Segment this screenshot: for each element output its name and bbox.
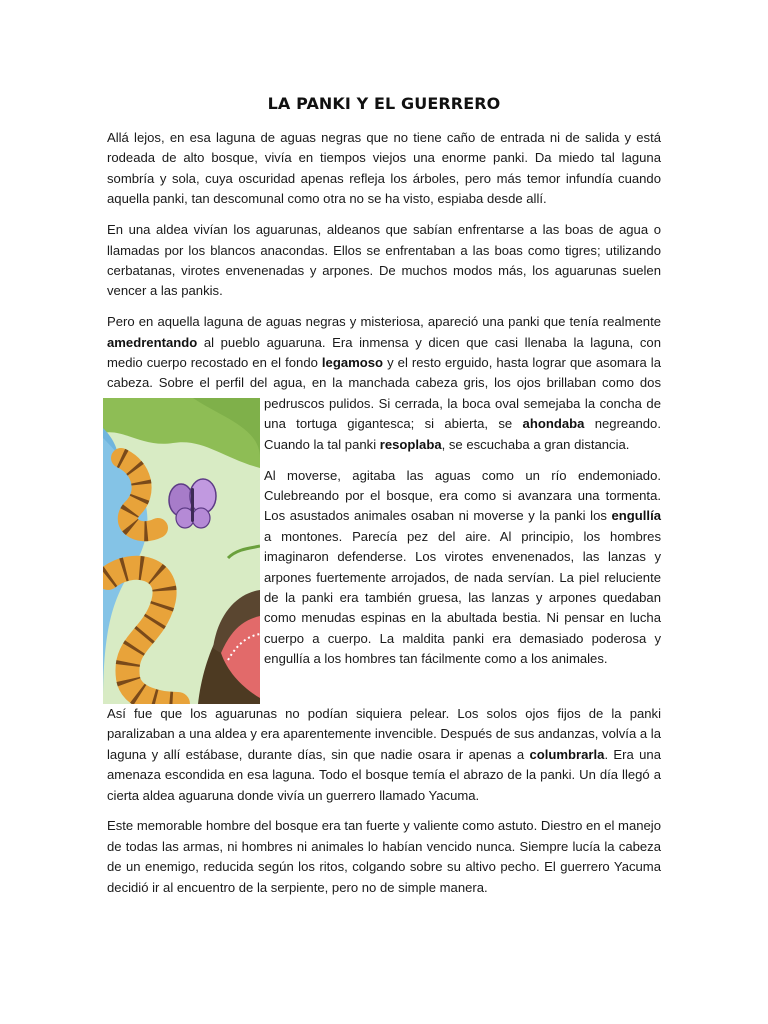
text-run-pre-figure: y el resto erguido, hasta lograr que asomara la cabeza. Sobre el perfil del agua, en la manchada cabeza gris, los ojos (107, 355, 661, 391)
text-run: brillaban como dos pedruscos pulidos. Si cerrada, la boca oval semejaba la concha de una tortuga gigantesca; si abierta, se (264, 375, 662, 432)
text-run: al pueblo aguaruna. Era inmensa y dicen que casi llenaba la laguna, con medio cuerpo recostado en el fondo (107, 334, 661, 371)
paragraph-2: En una aldea vivían los aguarunas, aldeanos que sabían enfrentarse a las boas de agua o llamadas por los blancos anacondas. Ellos se enfrentaban a las boas como tigres; utilizando cerbatanas, virotes envenenadas y arpones. De muchos modos más, los aguarunas suelen vencer a las pankis. (107, 222, 661, 299)
bold-word: columbrarla (529, 746, 605, 762)
text-run: Al moverse, agitaba las aguas como un río endemoniado. Culebreando por el bosque, era como si avanzara una tormenta. Los asustados animales osaban ni moverse y la panki los (264, 467, 661, 524)
paragraph-3 (107, 312, 661, 455)
text-run: , se escuchaba a gran distancia. (441, 436, 630, 452)
document-body (107, 128, 661, 909)
butterfly-wing-lower-right (192, 508, 210, 528)
paragraph-5 (107, 704, 661, 806)
paragraph-1: Allá lejos, en esa laguna de aguas negras que no tiene caño de entrada ni de salida y está rodeada de alto bosque, vivía en tiempos viejos una enorme panki. Da miedo tal laguna sombría y sola, cuya oscuridad apenas refleja los árboles, pero más temor infundía cuando aquella panki, tan descomunal como otra no se ha visto, espiaba desde allí. (107, 130, 661, 207)
paragraph-6: Este memorable hombre del bosque era tan fuerte y valiente como astuto. Diestro en el manejo de todas las armas, ni hombres ni animales lo habían vencido nunca. Siempre lucía la cabeza de un enemigo, reducida según los ritos, colgando sobre su altivo pecho. El guerrero Yacuma decidió ir al encuentro de la serpiente, pero no de simple manera. (107, 818, 661, 895)
text-run: Así fue que los aguarunas no podían siquiera pelear. Los solos ojos fijos de la panki paralizaban a una aldea y era aparentemente invencible. Después de sus andanzas, volvía a la laguna y allí estábase, durante días, sin que nadie osara ir apenas a (107, 705, 661, 762)
bold-word: legamoso (321, 355, 384, 371)
bold-word: ahondaba (522, 416, 585, 432)
bold-word: resoplaba (379, 436, 442, 452)
bold-word: amedrentando (107, 334, 198, 350)
text-run: Pero en aquella laguna de aguas negras y misteriosa, apareció una panki que tenía realmente (107, 314, 661, 330)
story-illustration (103, 398, 264, 704)
butterfly-body (191, 488, 194, 522)
bold-word: engullía (611, 508, 661, 524)
text-run: a montones. Parecía pez del aire. Al principio, los hombres imaginaron defenderse. Los virotes envenenados, las lanzas y arpones fuertemente arrojados, de nada servían. La piel reluciente de la panki era también gruesa, las lanzas y arpones quedaban como menudas espinas en la abultada bestia. Ni pensar en lucha cuerpo a cuerpo. La maldita panki era demasiado poderosa y engullía a los hombres tan fácilmente como a los animales. (264, 528, 661, 667)
text-run: negreando. Cuando la tal panki (264, 416, 661, 452)
butterfly-icon (169, 479, 216, 528)
text-run: . Era una amenaza escondida en esa laguna. Todo el bosque temía el abrazo de la panki. Un día llegó a cierta aldea aguaruna donde vivía un guerrero llamado Yacuma. (107, 746, 661, 803)
anaconda-illustration (103, 398, 260, 704)
document-title: LA PANKI Y EL GUERRERO (267, 94, 501, 113)
